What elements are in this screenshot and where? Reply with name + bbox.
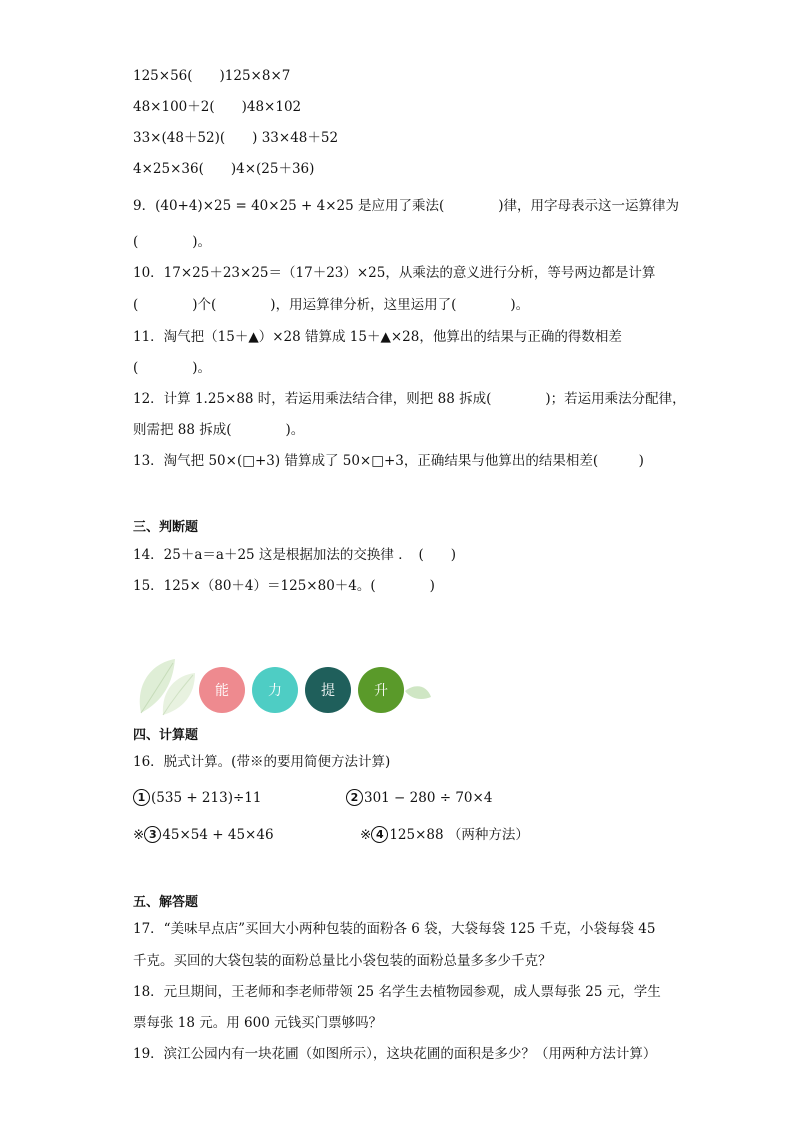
question-18-line-1: 18．元旦期间，王老师和李老师带领 25 名学生去植物园参观，成人票每张 25 元，学生 xyxy=(133,984,661,1000)
banner-bubble-2: 力 xyxy=(252,667,298,713)
problem-4-expression: 125×88 （两种方法） xyxy=(389,827,529,843)
problem-4 xyxy=(360,826,529,844)
question-10-line-1: 10．17×25＋23×25＝（17＋23）×25，从乘法的意义进行分析，等号两边都是计算 xyxy=(133,265,656,281)
question-13: 13．淘气把 50×(□+3) 错算成了 50×□+3，正确结果与他算出的结果相差( ) xyxy=(133,453,644,469)
question-17-line-1: 17．“美味早点店”买回大小两种包装的面粉各 6 袋，大袋每袋 125 千克，小袋每袋 45 xyxy=(133,921,656,937)
compare-line-4: 4×25×36( )4×(25＋36) xyxy=(133,161,315,177)
problem-2-expression: 301 − 280 ÷ 70×4 xyxy=(364,790,493,806)
problem-1 xyxy=(133,789,261,807)
banner-bubble-3: 提 xyxy=(305,667,351,713)
problem-1-expression: (535 + 213)÷11 xyxy=(151,790,262,806)
question-12-line-2: 则需把 88 拆成( )。 xyxy=(133,422,305,438)
compare-line-3: 33×(48＋52)( ) 33×48＋52 xyxy=(133,130,339,146)
question-18-line-2: 票每张 18 元。用 600 元钱买门票够吗？ xyxy=(133,1015,383,1031)
question-19: 19．滨江公园内有一块花圃（如图所示），这块花圃的面积是多少？（用两种方法计算） xyxy=(133,1046,657,1062)
section-5-title: 五、解答题 xyxy=(133,895,199,910)
question-11-line-1: 11．淘气把（15＋▲）×28 错算成 15＋▲×28，他算出的结果与正确的得数相差 xyxy=(133,329,622,345)
question-9-line-2: ( )。 xyxy=(133,234,212,250)
question-14: 14．25＋a＝a＋25 这是根据加法的交换律 ． ( ) xyxy=(133,547,456,563)
section-4-title: 四、计算题 xyxy=(133,728,199,743)
question-16: 16．脱式计算。(带※的要用简便方法计算) xyxy=(133,754,391,770)
problem-3 xyxy=(133,826,274,844)
problem-2 xyxy=(346,789,492,807)
circled-number-3: 3 xyxy=(144,826,161,843)
question-17-line-2: 千克。买回的大袋包装的面粉总量比小袋包装的面粉总量多多少千克？ xyxy=(133,953,552,969)
special-mark-3: ※ xyxy=(133,827,145,843)
banner-bubble-1: 能 xyxy=(199,667,245,713)
question-9-line-1: 9．(40+4)×25 = 40×25 + 4×25 是应用了乘法( )律，用字母表示这一运算律为 xyxy=(133,198,680,214)
circled-number-4: 4 xyxy=(371,826,388,843)
circled-number-1: 1 xyxy=(133,789,150,806)
question-11-line-2: ( )。 xyxy=(133,360,212,376)
special-mark-4: ※ xyxy=(360,827,372,843)
compare-line-2: 48×100＋2( )48×102 xyxy=(133,99,302,115)
question-10-line-2: ( )个( )，用运算律分析，这里运用了( )。 xyxy=(133,297,530,313)
banner-bubble-4: 升 xyxy=(358,667,404,713)
question-15: 15．125×（80＋4）＝125×80＋4。( ) xyxy=(133,578,435,594)
section-3-title: 三、判断题 xyxy=(133,520,199,535)
compare-line-1: 125×56( )125×8×7 xyxy=(133,68,291,84)
circled-number-2: 2 xyxy=(346,789,363,806)
problem-3-expression: 45×54 + 45×46 xyxy=(162,827,274,843)
question-12-line-1: 12．计算 1.25×88 时，若运用乘法结合律，则把 88 拆成( )；若运用乘法分配律， xyxy=(133,391,686,407)
